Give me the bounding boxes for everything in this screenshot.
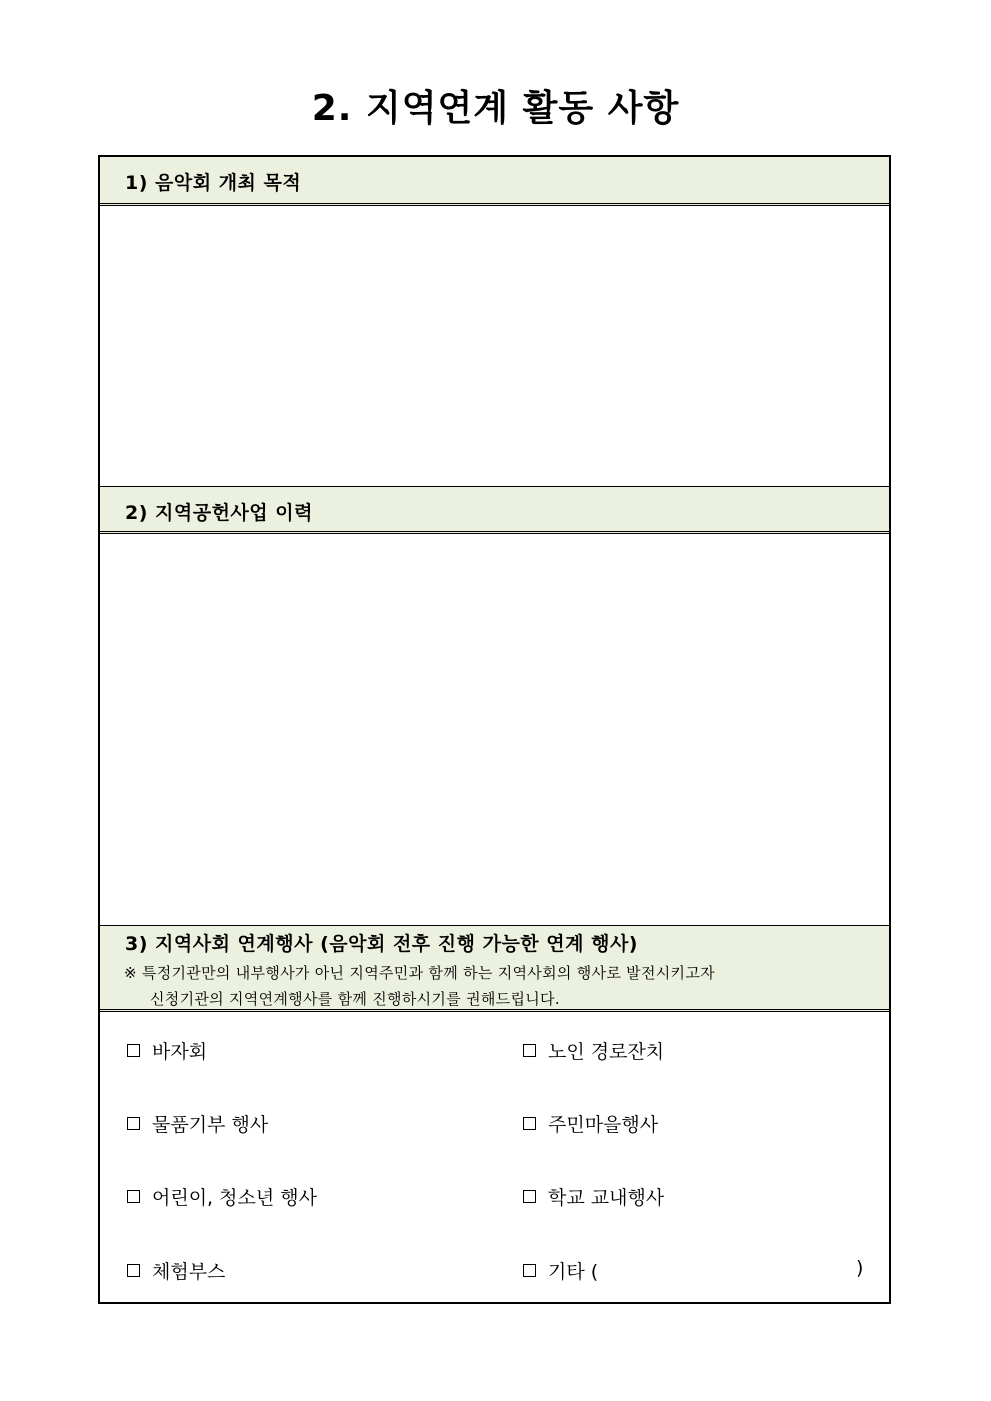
checkbox-icon[interactable] — [523, 1264, 536, 1277]
etc-close-paren: ) — [856, 1257, 864, 1279]
option-village-event[interactable] — [523, 1110, 658, 1137]
option-label: 학교 교내행사 — [548, 1187, 665, 1209]
option-bazaar[interactable] — [127, 1037, 207, 1064]
section-header-history — [100, 486, 889, 534]
events-options — [100, 1012, 889, 1302]
section-label-events: 3) 지역사회 연계행사 (음악회 전후 진행 가능한 연계 행사) — [125, 933, 638, 955]
section-label-history: 2) 지역공헌사업 이력 — [125, 502, 313, 524]
checkbox-icon[interactable] — [523, 1044, 536, 1057]
option-school-event[interactable] — [523, 1183, 664, 1210]
section-label-purpose: 1) 음악회 개최 목적 — [125, 172, 302, 194]
section-header-purpose — [100, 157, 889, 206]
events-note-line2: 신청기관의 지역연계행사를 함께 진행하시기를 권해드립니다. — [150, 990, 560, 1008]
events-note-line1: ※ 특정기관만의 내부행사가 아닌 지역주민과 함께 하는 지역사회의 행사로 발전시키고자 — [124, 964, 715, 982]
activity-form — [98, 155, 891, 1304]
checkbox-icon[interactable] — [127, 1117, 140, 1130]
option-elderly-party[interactable] — [523, 1037, 664, 1064]
option-label: 기타 ( — [548, 1261, 599, 1283]
section-header-events — [100, 925, 889, 1012]
page-title: 2. 지역연계 활동 사항 — [311, 88, 680, 129]
option-label: 노인 경로잔치 — [548, 1041, 665, 1063]
checkbox-icon[interactable] — [523, 1117, 536, 1130]
purpose-input-area[interactable] — [100, 206, 889, 486]
history-input-area[interactable] — [100, 534, 889, 925]
checkbox-icon[interactable] — [127, 1264, 140, 1277]
option-label: 주민마을행사 — [548, 1114, 659, 1136]
option-donation[interactable] — [127, 1110, 268, 1137]
option-label: 바자회 — [152, 1041, 208, 1063]
option-experience-booth[interactable] — [127, 1257, 225, 1284]
option-etc[interactable] — [523, 1257, 598, 1284]
checkbox-icon[interactable] — [127, 1190, 140, 1203]
checkbox-icon[interactable] — [523, 1190, 536, 1203]
option-label: 체험부스 — [152, 1261, 226, 1283]
option-label: 어린이, 청소년 행사 — [152, 1187, 317, 1209]
option-youth-event[interactable] — [127, 1183, 317, 1210]
checkbox-icon[interactable] — [127, 1044, 140, 1057]
option-label: 물품기부 행사 — [152, 1114, 269, 1136]
